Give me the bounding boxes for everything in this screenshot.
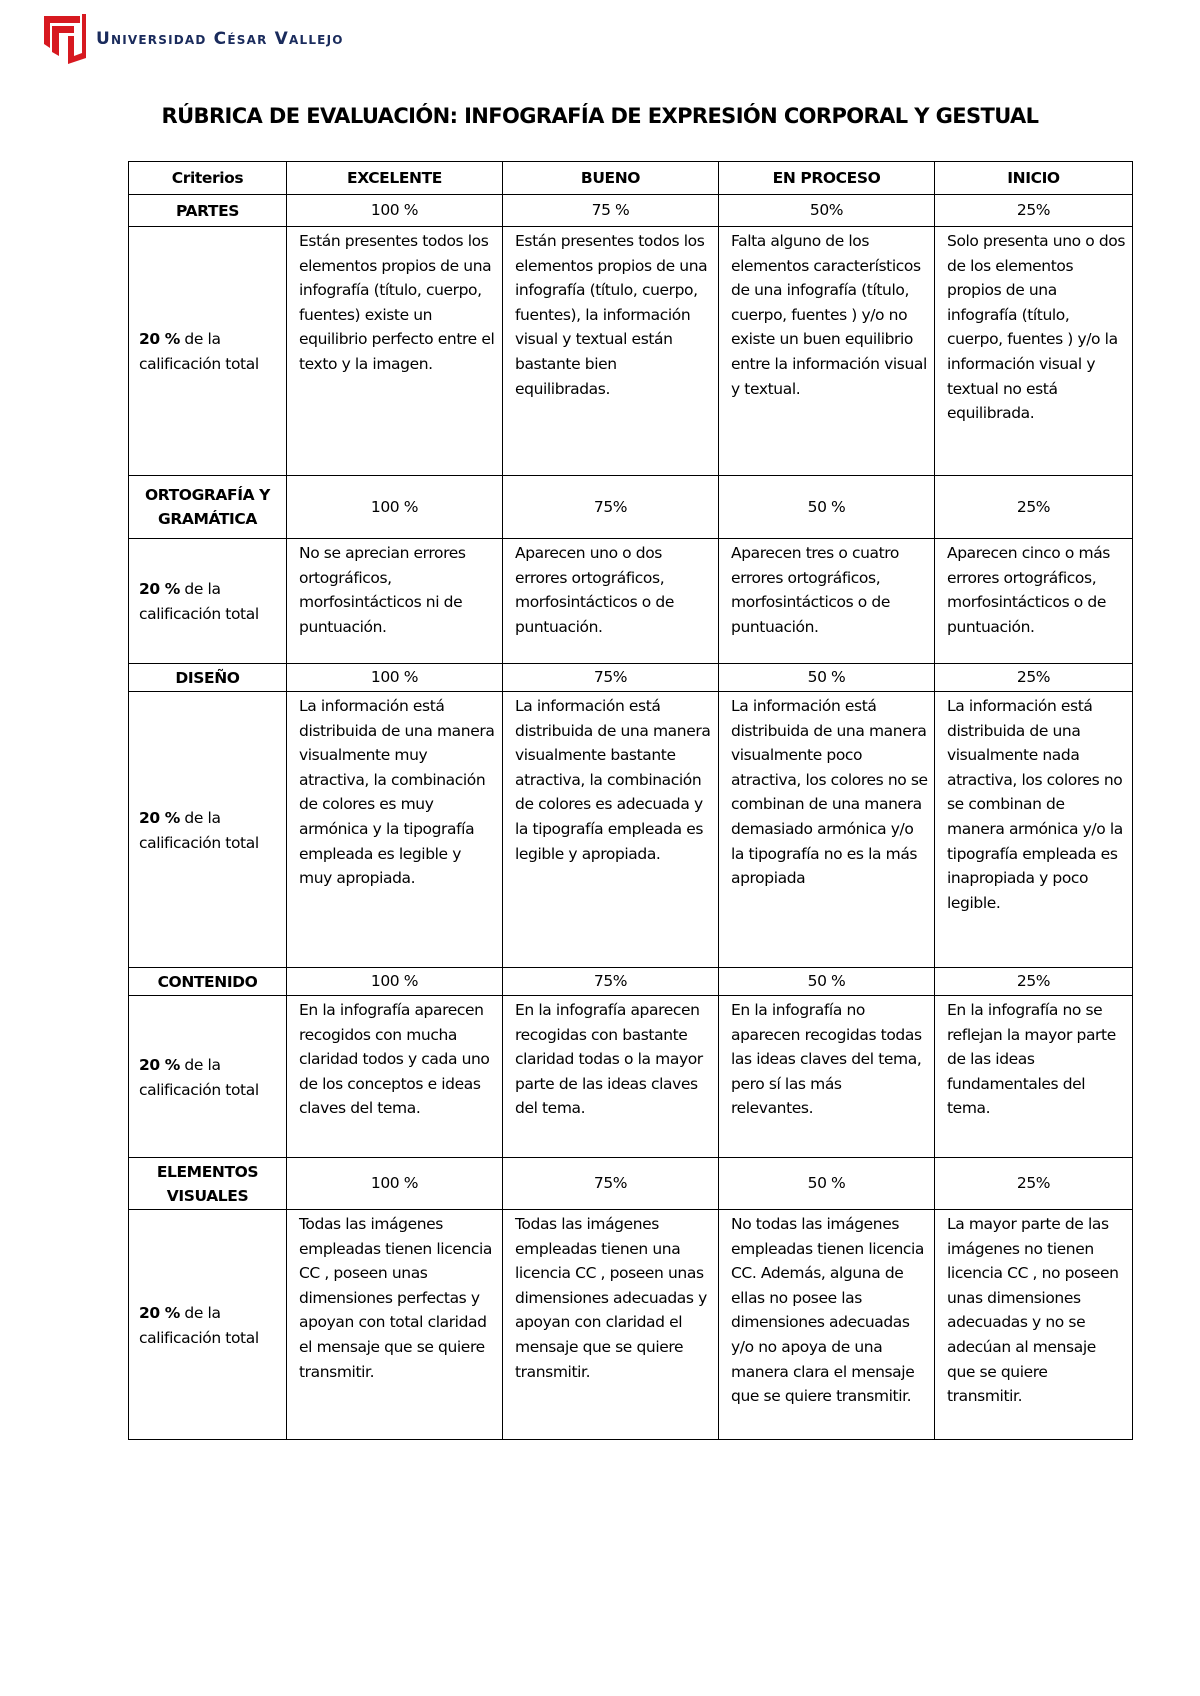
level-description: Falta alguno de los elementos característicos de una infografía (título, cuerpo, fuentes ) y/o no existe un buen equilibrio entre la información visual y textual. (719, 227, 935, 476)
level-description: Están presentes todos los elementos propios de una infografía (título, cuerpo, fuentes) existe un equilibrio perfecto entre el texto y la imagen. (287, 227, 503, 476)
column-header: BUENO (503, 162, 719, 195)
level-score: 25% (935, 664, 1133, 692)
level-description: Aparecen uno o dos errores ortográficos, morfosintácticos o de puntuación. (503, 539, 719, 664)
weight-text: de la calificación total (139, 330, 259, 373)
level-description: Aparecen tres o cuatro errores ortográficos, morfosintácticos o de puntuación. (719, 539, 935, 664)
rubric-table (128, 161, 1133, 1440)
weight-text: de la calificación total (139, 1303, 259, 1347)
level-description: No todas las imágenes empleadas tienen licencia CC. Además, alguna de ellas no posee las dimensiones adecuadas y/o no apoya de una manera clara el mensaje que se quiere transmitir. (719, 1210, 935, 1440)
level-description: La información está distribuida de una manera visualmente muy atractiva, la combinación de colores es muy armónica y la tipografía empleada es legible y muy apropiada. (287, 692, 503, 968)
level-score: 75 % (503, 195, 719, 227)
criterion-name: PARTES (129, 195, 287, 227)
level-description: En la infografía no se reflejan la mayor parte de las ideas fundamentales del tema. (935, 996, 1133, 1158)
level-score: 50 % (719, 664, 935, 692)
level-description: No se aprecian errores ortográficos, morfosintácticos ni de puntuación. (287, 539, 503, 664)
level-description: La mayor parte de las imágenes no tienen licencia CC , no poseen unas dimensiones adecuadas y no se adecúan al mensaje que se quiere transmitir. (935, 1210, 1133, 1440)
criterion-name: DISEÑO (129, 664, 287, 692)
criterion-row (129, 1158, 1133, 1210)
level-score: 75% (503, 476, 719, 539)
level-description: Aparecen cinco o más errores ortográficos, morfosintácticos o de puntuación. (935, 539, 1133, 664)
weight-percent: 20 % (139, 1055, 180, 1074)
level-score: 50 % (719, 476, 935, 539)
level-score: 50% (719, 195, 935, 227)
criterion-row (129, 195, 1133, 227)
criterion-weight (129, 692, 287, 968)
level-description: La información está distribuida de una visualmente nada atractiva, los colores no se combinan de manera armónica y/o la tipografía empleada es inapropiada y poco legible. (935, 692, 1133, 968)
column-header: EN PROCESO (719, 162, 935, 195)
level-score: 75% (503, 664, 719, 692)
university-name: Universidad César Vallejo (96, 29, 344, 49)
level-score: 25% (935, 476, 1133, 539)
column-header: INICIO (935, 162, 1133, 195)
level-description: Todas las imágenes empleadas tienen una licencia CC , poseen unas dimensiones adecuadas y apoyan con claridad el mensaje que se quiere transmitir. (503, 1210, 719, 1440)
level-description: La información está distribuida de una manera visualmente bastante atractiva, la combinación de colores es adecuada y la tipografía empleada es legible y apropiada. (503, 692, 719, 968)
header-row (129, 162, 1133, 195)
criterion-weight (129, 227, 287, 476)
level-score: 25% (935, 1158, 1133, 1210)
criterion-weight (129, 1210, 287, 1440)
level-description: Están presentes todos los elementos propios de una infografía (título, cuerpo, fuentes), la información visual y textual están bastante bien equilibradas. (503, 227, 719, 476)
weight-percent: 20 % (139, 330, 180, 349)
level-score: 50 % (719, 968, 935, 996)
level-score: 100 % (287, 476, 503, 539)
column-header: EXCELENTE (287, 162, 503, 195)
level-score: 100 % (287, 1158, 503, 1210)
weight-percent: 20 % (139, 1303, 180, 1322)
page-title: RÚBRICA DE EVALUACIÓN: INFOGRAFÍA DE EXPRESIÓN CORPORAL Y GESTUAL (161, 104, 1039, 128)
description-row (129, 539, 1133, 664)
level-score: 100 % (287, 968, 503, 996)
level-description: Todas las imágenes empleadas tienen licencia CC , poseen unas dimensiones perfectas y apoyan con total claridad el mensaje que se quiere transmitir. (287, 1210, 503, 1440)
criterion-weight (129, 539, 287, 664)
description-row (129, 996, 1133, 1158)
criterion-weight (129, 996, 287, 1158)
criterion-row (129, 968, 1133, 996)
level-score: 100 % (287, 195, 503, 227)
weight-text: de la calificación total (139, 1055, 259, 1099)
level-score: 25% (935, 968, 1133, 996)
university-logo (44, 14, 344, 64)
description-row (129, 1210, 1133, 1440)
criterion-name: CONTENIDO (129, 968, 287, 996)
level-description: En la infografía aparecen recogidos con mucha claridad todos y cada uno de los conceptos e ideas claves del tema. (287, 996, 503, 1158)
criterion-row (129, 664, 1133, 692)
level-score: 75% (503, 1158, 719, 1210)
level-score: 75% (503, 968, 719, 996)
weight-text: de la calificación total (139, 808, 259, 852)
level-description: Solo presenta uno o dos de los elementos propios de una infografía (título, cuerpo, fuentes ) y/o la información visual y textual no está equilibrada. (935, 227, 1133, 476)
description-row (129, 692, 1133, 968)
criterion-row (129, 476, 1133, 539)
level-description: En la infografía no aparecen recogidas todas las ideas claves del tema, pero sí las más relevantes. (719, 996, 935, 1158)
level-score: 25% (935, 195, 1133, 227)
weight-percent: 20 % (139, 808, 180, 827)
criterion-name: ORTOGRAFÍA Y GRAMÁTICA (129, 476, 287, 539)
criterion-name: ELEMENTOS VISUALES (129, 1158, 287, 1210)
level-score: 50 % (719, 1158, 935, 1210)
level-description: La información está distribuida de una manera visualmente poco atractiva, los colores no se combinan de una manera demasiado armónica y/o la tipografía no es la más apropiada (719, 692, 935, 968)
weight-percent: 20 % (139, 580, 180, 599)
column-header: Criterios (129, 162, 287, 195)
description-row (129, 227, 1133, 476)
level-description: En la infografía aparecen recogidas con bastante claridad todas o la mayor parte de las ideas claves del tema. (503, 996, 719, 1158)
weight-text: de la calificación total (139, 580, 259, 623)
level-score: 100 % (287, 664, 503, 692)
ucv-shield-icon (44, 14, 86, 64)
